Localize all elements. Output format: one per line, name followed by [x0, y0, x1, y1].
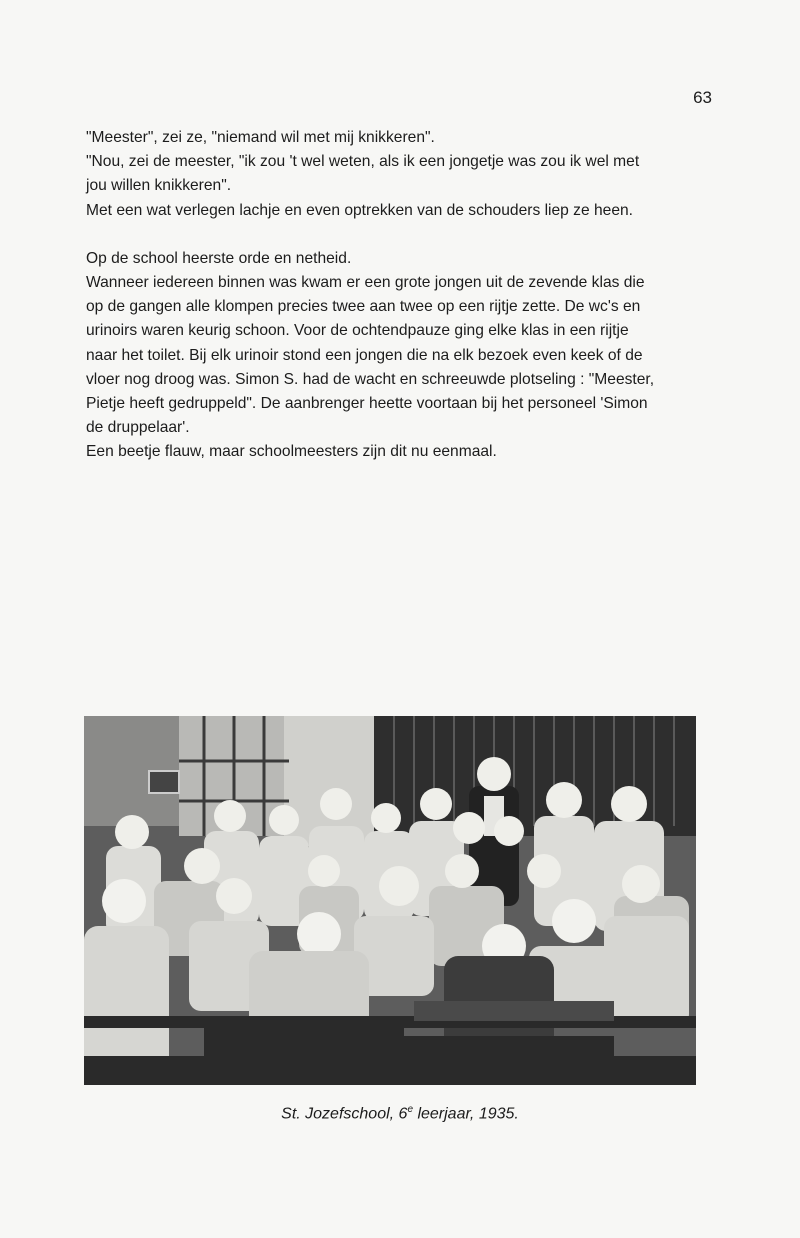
- text-line: Wanneer iedereen binnen was kwam er een grote jongen uit de zevende klas die: [86, 274, 645, 292]
- caption-superscript: e: [407, 1104, 413, 1115]
- text-line: "Nou, zei de meester, "ik zou 't wel weten, als ik een jongetje was zou ik wel met: [86, 153, 640, 171]
- text-line: op de gangen alle klompen precies twee aan twee op een rijtje zette. De wc's en: [86, 298, 641, 316]
- caption-text: St. Jozefschool, 6: [281, 1105, 408, 1123]
- text-line: vloer nog droog was. Simon S. had de wacht en schreeuwde plotseling : "Meester,: [86, 370, 655, 388]
- text-line: Op de school heerste orde en netheid.: [86, 249, 352, 267]
- caption-text-end: leerjaar, 1935.: [413, 1105, 519, 1123]
- text-line: "Meester", zei ze, "niemand wil met mij knikkeren".: [86, 129, 435, 146]
- paragraph-gap: [86, 223, 714, 247]
- class-photo-illustration: [84, 716, 696, 1085]
- text-line: Pietje heeft gedruppeld". De aanbrenger heette voortaan bij het personeel 'Simon: [86, 395, 648, 413]
- text-line: urinoirs waren keurig schoon. Voor de ochtendpauze ging elke klas in een rijtje: [86, 322, 629, 340]
- page-number: 63: [693, 88, 712, 107]
- photo-caption: [0, 1104, 800, 1123]
- class-photo: [84, 716, 696, 1085]
- text-line: Met een wat verlegen lachje en even optrekken van de schouders liep ze heen.: [86, 201, 633, 219]
- text-line: Een beetje flauw, maar schoolmeesters zijn dit nu eenmaal.: [86, 443, 497, 461]
- text-line: de druppelaar'.: [86, 419, 190, 437]
- text-line: naar het toilet. Bij elk urinoir stond een jongen die na elk bezoek even keek of de: [86, 346, 643, 364]
- body-text: [86, 126, 714, 465]
- text-line: jou willen knikkeren".: [86, 177, 232, 195]
